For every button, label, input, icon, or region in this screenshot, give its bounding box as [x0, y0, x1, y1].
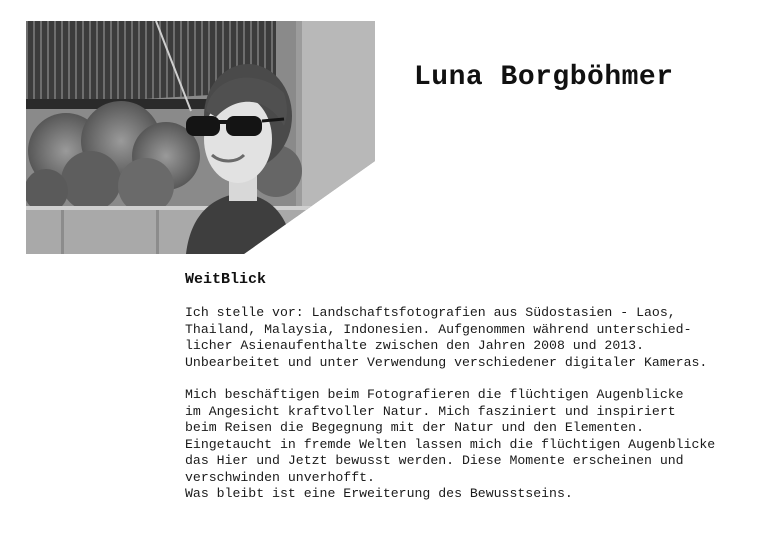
text-block — [185, 271, 755, 503]
text-line: verschwinden unverhofft. — [185, 469, 375, 485]
text-line: Ich stelle vor: Landschaftsfotografien aus Südostasien - Laos, — [185, 305, 676, 320]
text-line: beim Reisen die Begegnung mit der Natur und den Elementen. — [185, 420, 644, 435]
text-line: Unbearbeitet und unter Verwendung verschiedener digitaler Kameras. — [185, 354, 708, 370]
text-line: Was bleibt ist eine Erweiterung des Bewusstseins. — [185, 486, 573, 501]
text-line: Mich beschäftigen beim Fotografieren die flüchtigen Augenblicke — [185, 387, 684, 402]
text-line: licher Asienaufenthalte zwischen den Jahren 2008 und 2013. — [185, 338, 644, 353]
portrait-photo — [26, 21, 375, 254]
text-line: Eingetaucht in fremde Welten lassen mich die flüchtigen Augenblicke — [185, 436, 716, 452]
paragraph-statement — [185, 387, 755, 503]
text-line: Thailand, Malaysia, Indonesien. Aufgenommen während unterschied- — [185, 321, 692, 337]
text-line: im Angesicht kraftvoller Natur. Mich fasziniert und inspiriert — [185, 403, 676, 419]
section-title: WeitBlick — [185, 271, 267, 288]
paragraph-intro — [185, 305, 755, 371]
text-line: das Hier und Jetzt bewusst werden. Diese Momente erscheinen und — [185, 453, 684, 468]
author-name: Luna Borgböhmer — [414, 62, 674, 93]
